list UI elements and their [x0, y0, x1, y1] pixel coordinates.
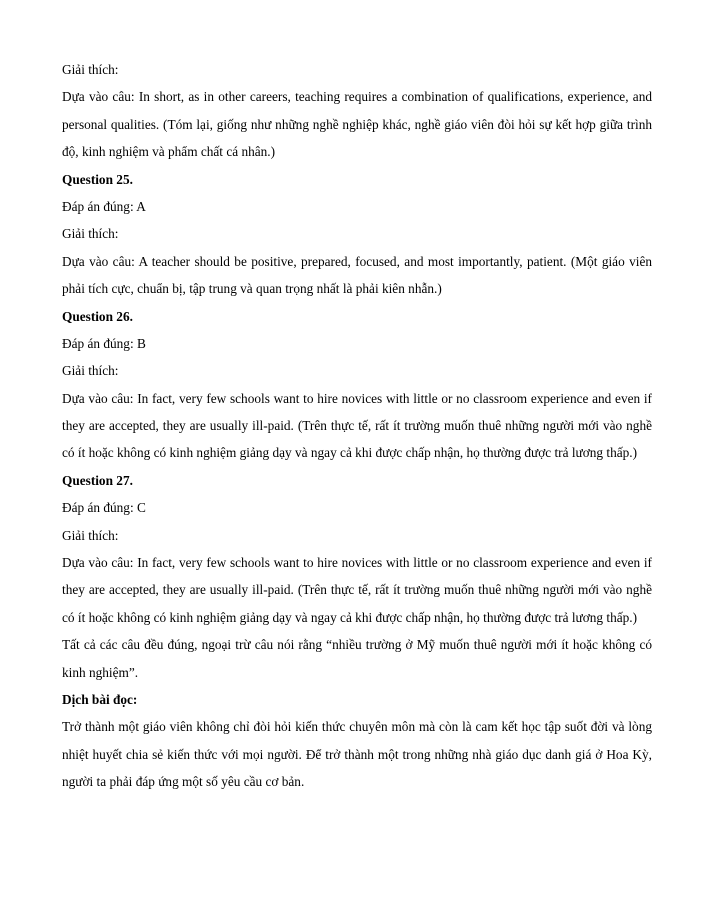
- paragraph-explanation-note-27: Tất cả các câu đều đúng, ngoại trừ câu nói rằng “nhiều trường ở Mỹ muốn thuê người mới ít hoặc không có kinh nghiệm”.: [62, 637, 652, 680]
- paragraph-explanation-label-25: Giải thích:: [62, 226, 119, 242]
- paragraph-explanation-label-27: Giải thích:: [62, 527, 119, 543]
- paragraph-explanation-text-1: Dựa vào câu: In short, as in other careers, teaching requires a combination of qualifications, experience, and personal qualities. (Tóm lại, giống như những nghề nghiệp khác, nghề giáo viên đòi hỏi sự kết hợp giữa trình độ, kinh nghiệm và phẩm chất cá nhân.): [62, 89, 652, 160]
- paragraph-explanation-text-25: Dựa vào câu: A teacher should be positive, prepared, focused, and most importantly, patient. (Một giáo viên phải tích cực, chuẩn bị, tập trung và quan trọng nhất là phải kiên nhẫn.): [62, 253, 652, 297]
- paragraph-explanation-label-1: Giải thích:: [62, 62, 119, 77]
- document-body: [62, 56, 652, 796]
- question-heading-27: Question 27.: [62, 472, 133, 488]
- paragraph-explanation-text-27: Dựa vào câu: In fact, very few schools want to hire novices with little or no classroom experience and even if they are accepted, they are usually ill-paid. (Trên thực tế, rất ít trường muốn thuê những người mới vào nghề có ít hoặc không có kinh nghiệm giảng dạy và ngay cả khi được chấp nhận, họ thường được trả lương thấp.): [62, 555, 652, 625]
- paragraph-explanation-text-26: Dựa vào câu: In fact, very few schools want to hire novices with little or no classroom experience and even if they are accepted, they are usually ill-paid. (Trên thực tế, rất ít trường muốn thuê những người mới vào nghề có ít hoặc không có kinh nghiệm giảng dạy và ngay cả khi được chấp nhận, họ thường được trả lương thấp.): [62, 390, 652, 461]
- paragraph-explanation-label-26: Giải thích:: [62, 363, 119, 379]
- question-heading-25: Question 25.: [62, 171, 133, 187]
- answer-line-26: Đáp án đúng: B: [62, 335, 146, 351]
- translation-heading: Dịch bài đọc:: [62, 691, 138, 707]
- answer-line-25: Đáp án đúng: A: [62, 198, 146, 214]
- answer-line-27: Đáp án đúng: C: [62, 500, 146, 516]
- translation-paragraph: Trở thành một giáo viên không chỉ đòi hỏi kiến thức chuyên môn mà còn là cam kết học tập suốt đời và lòng nhiệt huyết chia sẻ kiến thức với mọi người. Để trở thành một trong những nhà giáo dục danh giá ở Hoa Kỳ, người ta phải đáp ứng một số yêu cầu cơ bản.: [62, 719, 652, 790]
- question-heading-26: Question 26.: [62, 308, 133, 324]
